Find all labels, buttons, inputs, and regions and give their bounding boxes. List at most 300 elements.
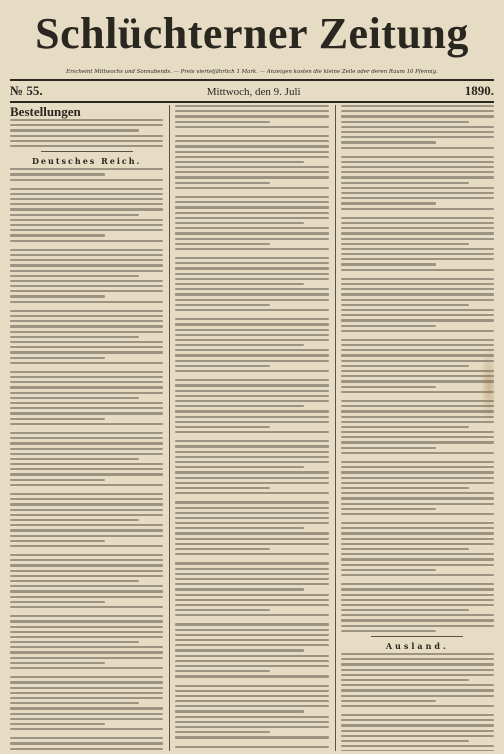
- text-line: [10, 208, 163, 210]
- text-line: [175, 304, 270, 306]
- text-line: [175, 471, 328, 473]
- text-line: [10, 437, 163, 439]
- text-line: [10, 397, 139, 399]
- text-line: [341, 115, 494, 117]
- text-line: [175, 685, 328, 687]
- text-line: [175, 390, 328, 392]
- text-line: [175, 670, 270, 672]
- text-line: [10, 641, 139, 643]
- text-line: [341, 344, 494, 346]
- text-line: [341, 705, 494, 707]
- text-line: [10, 224, 163, 226]
- dateline: [10, 83, 494, 99]
- text-line: [175, 609, 270, 611]
- text-line: [175, 171, 328, 173]
- text-line: [341, 583, 494, 585]
- text-line: [341, 695, 494, 697]
- column-3: [335, 105, 494, 751]
- text-line: [10, 275, 139, 277]
- text-line: [341, 452, 494, 454]
- text-line: [175, 604, 328, 606]
- text-line: [175, 639, 328, 641]
- text-line: [175, 318, 328, 320]
- text-line: [175, 695, 328, 697]
- text-line: [341, 594, 494, 596]
- text-line: [341, 227, 494, 229]
- text-line: [10, 168, 163, 170]
- text-line: [341, 171, 494, 173]
- text-line: [341, 663, 494, 665]
- text-line: [10, 249, 163, 251]
- text-line: [175, 573, 328, 575]
- text-line: [175, 293, 328, 295]
- text-line: [175, 126, 328, 128]
- text-line: [341, 508, 436, 510]
- text-line: [10, 140, 163, 142]
- text-line: [341, 243, 470, 245]
- text-line: [175, 227, 328, 229]
- text-line: [10, 514, 163, 516]
- column-3-body-text: [341, 105, 494, 632]
- text-line: [175, 145, 328, 147]
- text-line: [175, 456, 328, 458]
- text-line: [341, 543, 494, 545]
- text-line: [175, 187, 328, 189]
- text-line: [341, 304, 470, 306]
- text-line: [10, 509, 163, 511]
- text-line: [175, 522, 328, 524]
- column-1-body-text: [10, 168, 163, 751]
- text-line: [175, 716, 328, 718]
- text-line: [341, 283, 494, 285]
- text-line: [10, 692, 163, 694]
- text-line: [341, 288, 494, 290]
- text-line: [10, 479, 105, 481]
- text-line: [341, 735, 494, 737]
- text-line: [175, 588, 304, 590]
- text-line: [341, 740, 470, 742]
- text-line: [175, 426, 270, 428]
- text-line: [341, 325, 436, 327]
- text-line: [175, 507, 328, 509]
- text-line: [10, 351, 163, 353]
- text-line: [175, 140, 328, 142]
- text-line: [175, 501, 328, 503]
- text-line: [175, 267, 328, 269]
- issue-year: 1890.: [464, 83, 494, 98]
- text-line: [175, 182, 270, 184]
- text-line: [341, 503, 494, 505]
- text-line: [175, 527, 304, 529]
- text-line: [10, 381, 163, 383]
- text-line: [175, 594, 328, 596]
- text-line: [175, 421, 328, 423]
- text-line: [10, 442, 163, 444]
- text-line: [10, 418, 105, 420]
- text-line: [341, 314, 494, 316]
- text-line: [341, 614, 494, 616]
- text-line: [10, 341, 163, 343]
- text-line: [341, 714, 494, 716]
- text-line: [341, 674, 494, 676]
- text-line: [175, 568, 328, 570]
- column-2-body-text: [175, 105, 328, 751]
- text-line: [341, 330, 494, 332]
- text-line: [10, 535, 163, 537]
- issue-number: № 55.: [10, 83, 43, 98]
- text-line: [341, 253, 494, 255]
- text-line: [341, 609, 470, 611]
- text-line: [175, 323, 328, 325]
- text-line: [10, 559, 163, 561]
- text-line: [10, 325, 163, 327]
- text-line: [175, 222, 304, 224]
- text-line: [341, 658, 494, 660]
- text-line: [10, 173, 105, 175]
- text-line: [10, 371, 163, 373]
- text-line: [341, 299, 494, 301]
- text-line: [175, 431, 328, 433]
- text-line: [341, 564, 494, 566]
- text-line: [341, 497, 494, 499]
- text-line: [175, 477, 328, 479]
- text-line: [175, 400, 328, 402]
- text-line: [10, 575, 163, 577]
- text-line: [175, 196, 328, 198]
- masthead-title: Schlüchterner Zeitung: [35, 9, 469, 58]
- text-line: [341, 532, 494, 534]
- column-1: [10, 105, 163, 751]
- text-line: [341, 436, 494, 438]
- text-line: [175, 206, 328, 208]
- text-line: [10, 493, 163, 495]
- text-line: [175, 655, 328, 657]
- text-line: [175, 151, 328, 153]
- text-line: [341, 238, 494, 240]
- text-line: [175, 623, 328, 625]
- text-line: [175, 634, 328, 636]
- text-line: [175, 583, 328, 585]
- text-line: [10, 458, 139, 460]
- text-line: [341, 166, 494, 168]
- text-line: [10, 432, 163, 434]
- text-line: [341, 477, 494, 479]
- text-line: [341, 574, 494, 576]
- text-line: [175, 675, 328, 677]
- text-line: [175, 690, 328, 692]
- text-line: [10, 646, 163, 648]
- text-line: [175, 110, 328, 112]
- text-line: [175, 176, 328, 178]
- text-line: [10, 636, 163, 638]
- text-line: [175, 201, 328, 203]
- text-line: [341, 471, 494, 473]
- text-line: [10, 620, 163, 622]
- text-line: [175, 217, 328, 219]
- text-line: [341, 141, 436, 143]
- text-line: [341, 405, 494, 407]
- text-line: [341, 553, 494, 555]
- text-line: [10, 545, 163, 547]
- text-line: [175, 512, 328, 514]
- text-line: [10, 601, 105, 603]
- text-line: [175, 599, 328, 601]
- text-line: [10, 412, 163, 414]
- text-line: [10, 737, 163, 739]
- text-line: [175, 660, 328, 662]
- text-line: [10, 301, 163, 303]
- text-line: [10, 519, 139, 521]
- text-line: [175, 553, 328, 555]
- text-line: [175, 212, 328, 214]
- text-line: [341, 349, 494, 351]
- text-line: [10, 198, 163, 200]
- text-line: [10, 742, 163, 744]
- text-line: [10, 259, 163, 261]
- text-line: [10, 448, 163, 450]
- text-line: [175, 349, 328, 351]
- text-line: [10, 203, 163, 205]
- text-line: [341, 182, 470, 184]
- text-line: [10, 484, 163, 486]
- issue-date: Mittwoch, den 9. Juli: [206, 86, 301, 98]
- text-line: [10, 697, 163, 699]
- text-line: [10, 376, 163, 378]
- text-line: [10, 264, 163, 266]
- text-line: [341, 492, 494, 494]
- column-3-foreign-text: [341, 653, 494, 751]
- text-line: [175, 161, 304, 163]
- text-line: [10, 657, 163, 659]
- text-line: [341, 222, 494, 224]
- text-line: [10, 331, 163, 333]
- text-line: [10, 280, 163, 282]
- text-line: [175, 105, 328, 107]
- text-line: [175, 309, 328, 311]
- text-line: [341, 724, 494, 726]
- text-line: [175, 416, 328, 418]
- text-line: [10, 362, 163, 364]
- text-line: [341, 625, 494, 627]
- text-line: [341, 558, 494, 560]
- text-line: [341, 360, 494, 362]
- text-line: [175, 440, 328, 442]
- text-line: [10, 748, 163, 750]
- text-line: [341, 750, 494, 751]
- text-line: [175, 445, 328, 447]
- text-line: [175, 410, 328, 412]
- text-line: [341, 391, 494, 393]
- text-line: [341, 147, 494, 149]
- text-line: [175, 482, 328, 484]
- text-line: [341, 110, 494, 112]
- text-line: [341, 187, 494, 189]
- text-line: [10, 270, 163, 272]
- text-line: [341, 197, 494, 199]
- paragraph-gap: [175, 681, 328, 685]
- text-line: [341, 466, 494, 468]
- text-line: [175, 705, 328, 707]
- text-line: [341, 569, 436, 571]
- text-line: [10, 667, 163, 669]
- text-line: [175, 405, 304, 407]
- text-line: [175, 466, 304, 468]
- top-rule: [10, 79, 494, 81]
- text-line: [341, 248, 494, 250]
- text-line: [10, 357, 105, 359]
- text-line: [10, 651, 163, 653]
- text-line: [341, 380, 494, 382]
- text-line: [175, 384, 328, 386]
- text-line: [341, 339, 494, 341]
- text-line: [10, 254, 163, 256]
- text-line: [341, 105, 494, 107]
- text-line: [341, 588, 494, 590]
- text-line: [341, 269, 494, 271]
- text-line: [10, 285, 163, 287]
- text-line: [341, 319, 494, 321]
- text-line: [175, 135, 328, 137]
- text-line: [10, 407, 163, 409]
- text-line: [175, 156, 328, 158]
- text-line: [175, 649, 304, 651]
- text-line: [10, 615, 163, 617]
- text-line: [341, 161, 494, 163]
- text-line: [341, 354, 494, 356]
- paragraph-gap: [175, 742, 328, 746]
- text-line: [341, 447, 436, 449]
- text-line: [341, 176, 494, 178]
- column-1-separator: [41, 151, 133, 152]
- text-line: [10, 135, 163, 137]
- column-2: [169, 105, 328, 751]
- text-line: [341, 421, 494, 423]
- text-line: [175, 538, 328, 540]
- text-line: [341, 548, 470, 550]
- text-line: [175, 232, 328, 234]
- column-3-separator: [371, 636, 463, 637]
- text-line: [10, 524, 163, 526]
- text-line: [10, 193, 163, 195]
- text-line: [10, 219, 163, 221]
- text-line: [10, 606, 163, 608]
- text-line: [175, 532, 328, 534]
- text-line: [10, 681, 163, 683]
- text-line: [341, 202, 436, 204]
- text-line: [175, 736, 328, 738]
- text-line: [341, 293, 494, 295]
- text-line: [175, 288, 328, 290]
- text-line: [10, 631, 163, 633]
- text-line: [175, 710, 304, 712]
- text-line: [10, 295, 105, 297]
- text-line: [175, 339, 328, 341]
- text-line: [341, 156, 494, 158]
- text-line: [10, 718, 163, 720]
- text-line: [175, 700, 328, 702]
- text-line: [10, 707, 163, 709]
- section-ausland: Ausland.: [385, 641, 449, 651]
- text-line: [341, 599, 494, 601]
- text-line: [10, 585, 163, 587]
- text-line: [175, 379, 328, 381]
- text-line: [175, 360, 328, 362]
- text-line: [341, 431, 494, 433]
- text-line: [175, 644, 328, 646]
- text-line: [10, 240, 163, 242]
- text-line: [10, 346, 163, 348]
- text-line: [341, 604, 494, 606]
- text-line: [10, 723, 105, 725]
- text-line: [341, 527, 494, 529]
- text-line: [10, 124, 163, 126]
- text-line: [341, 513, 494, 515]
- text-line: [175, 746, 328, 748]
- text-line: [341, 487, 470, 489]
- text-line: [175, 278, 328, 280]
- text-line: [341, 375, 494, 377]
- text-line: [10, 145, 163, 147]
- text-line: [175, 629, 328, 631]
- text-line: [341, 126, 494, 128]
- text-line: [341, 121, 470, 123]
- text-line: [341, 730, 494, 732]
- text-line: [175, 243, 270, 245]
- text-line: [10, 336, 139, 338]
- text-line: [10, 540, 105, 542]
- text-line: [10, 188, 163, 190]
- text-line: [10, 596, 163, 598]
- text-line: [10, 119, 163, 121]
- text-line: [10, 580, 139, 582]
- text-line: [175, 273, 328, 275]
- subscription-heading: Bestellungen: [10, 105, 81, 119]
- text-line: [10, 554, 163, 556]
- text-line: [175, 283, 304, 285]
- text-line: [10, 214, 139, 216]
- text-line: [10, 129, 139, 131]
- text-line: [175, 262, 328, 264]
- text-line: [10, 529, 163, 531]
- text-line: [341, 522, 494, 524]
- text-line: [175, 731, 270, 733]
- text-line: [341, 131, 494, 133]
- text-line: [341, 370, 494, 372]
- subscription-line: Erscheint Mittwochs und Sonnabends. — Preis vierteljährlich 1 Mark. — Anzeigen kosten die kleine Zeile oder deren Raum 10 Pfennig.: [66, 69, 438, 75]
- text-line: [341, 192, 494, 194]
- text-line: [341, 619, 494, 621]
- article-columns: [10, 105, 494, 751]
- text-line: [341, 208, 494, 210]
- text-line: [341, 232, 494, 234]
- text-line: [10, 315, 163, 317]
- text-line: [175, 492, 328, 494]
- text-line: [175, 487, 270, 489]
- section-deutsches-reich: Deutsches Reich.: [31, 156, 142, 167]
- text-line: [10, 702, 139, 704]
- text-line: [341, 309, 494, 311]
- text-line: [341, 653, 494, 655]
- text-line: [341, 689, 494, 691]
- text-line: [341, 441, 494, 443]
- text-line: [341, 630, 436, 632]
- text-line: [341, 719, 494, 721]
- text-line: [10, 402, 163, 404]
- dateline-rule: [10, 101, 494, 103]
- text-line: [341, 217, 494, 219]
- text-line: [341, 136, 494, 138]
- text-line: [10, 392, 163, 394]
